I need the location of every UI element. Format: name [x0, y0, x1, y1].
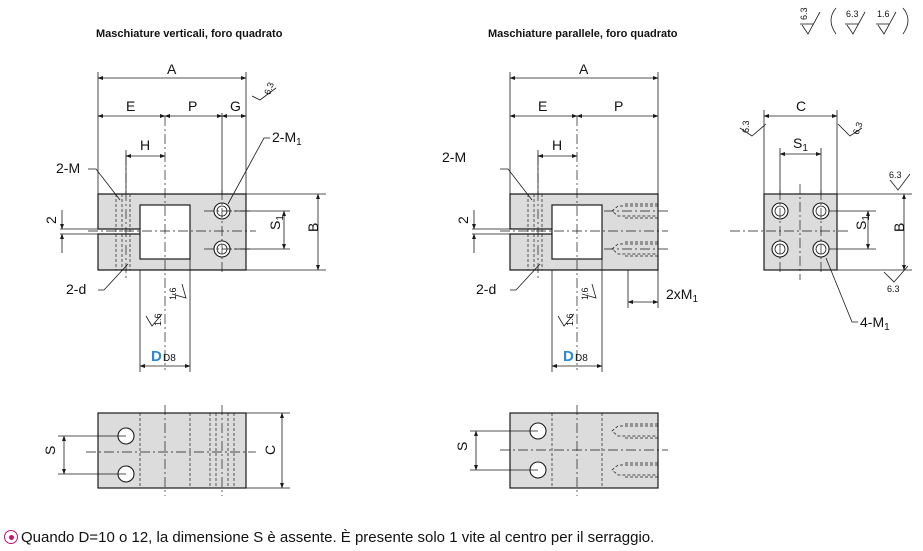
roughness-symbol-icon [845, 9, 865, 34]
middle-front-view [442, 61, 698, 372]
paren-right-icon [903, 8, 908, 34]
dim-D8-mid: D8 [575, 353, 588, 364]
dim-A-mid: A [579, 61, 589, 77]
dim-S-left: S [42, 445, 58, 455]
svg-text:1.6: 1.6 [153, 313, 163, 326]
callout-4-M1: $4-M_1$ [860, 314, 890, 333]
note-text: Quando D=10 o 12, la dimensione S è assente. È presente solo 1 vite al centro per il serraggio. [21, 528, 655, 546]
roughness-symbol-icon [876, 9, 896, 34]
svg-text:1.6: 1.6 [565, 313, 575, 326]
svg-text:6.3: 6.3 [850, 120, 865, 136]
note-line [4, 527, 654, 547]
dim-D-mid: D [563, 348, 574, 365]
dim-E-mid: E [538, 98, 548, 114]
paren-left-icon [831, 8, 836, 34]
svg-text:1.6: 1.6 [168, 287, 178, 300]
svg-text:1.6: 1.6 [877, 9, 890, 19]
hint-icon [4, 530, 18, 544]
callout-2-M: 2-M [56, 160, 81, 176]
dim-2-mid: 2 [455, 216, 471, 224]
dim-B: B [305, 222, 321, 232]
svg-text:6.3: 6.3 [741, 120, 751, 133]
dim-S-mid: S [454, 441, 470, 451]
callout-2xM1: $2xM_1$ [666, 286, 699, 305]
dim-D8: D8 [163, 353, 176, 364]
dim-H-mid: H [552, 137, 563, 153]
dim-C-left: C [262, 444, 278, 455]
right-end-view [730, 98, 912, 333]
dim-P-mid: P [614, 98, 624, 114]
dim-S1: $S_1$ [267, 215, 286, 230]
svg-text:6.3: 6.3 [846, 9, 859, 19]
svg-text:6.3: 6.3 [799, 7, 809, 20]
callout-2-d-mid: 2-d [476, 281, 497, 297]
callout-2-d: 2-d [66, 281, 87, 297]
left-side-view [42, 405, 290, 496]
dim-E: E [126, 98, 136, 114]
svg-text:6.3: 6.3 [889, 170, 902, 180]
dim-B-right: B [891, 222, 907, 232]
title-parallel-tapping: Maschiature parallele, foro quadrato [488, 28, 678, 40]
middle-side-view [454, 405, 668, 496]
svg-text:6.3: 6.3 [262, 80, 276, 97]
title-vertical-tapping: Maschiature verticali, foro quadrato [96, 28, 283, 40]
svg-text:1.6: 1.6 [580, 287, 590, 300]
dim-S1-right: $S_1$ [793, 135, 808, 154]
callout-2-M1: $2-M_1$ [272, 129, 302, 148]
left-front-view [43, 61, 326, 372]
dim-H: H [140, 137, 151, 153]
dim-P: P [188, 98, 198, 114]
callout-2-M-mid: 2-M [442, 149, 467, 165]
roughness-symbol-icon [799, 7, 820, 34]
dim-D: D [151, 348, 162, 365]
roughness-legend [799, 7, 908, 34]
dim-G: G [230, 98, 241, 114]
dim-S1-right-vert: $S_1$ [853, 215, 872, 230]
dim-C-right: C [796, 98, 807, 114]
dim-A: A [167, 61, 177, 77]
svg-text:6.3: 6.3 [887, 284, 900, 294]
dim-2: 2 [43, 216, 59, 224]
